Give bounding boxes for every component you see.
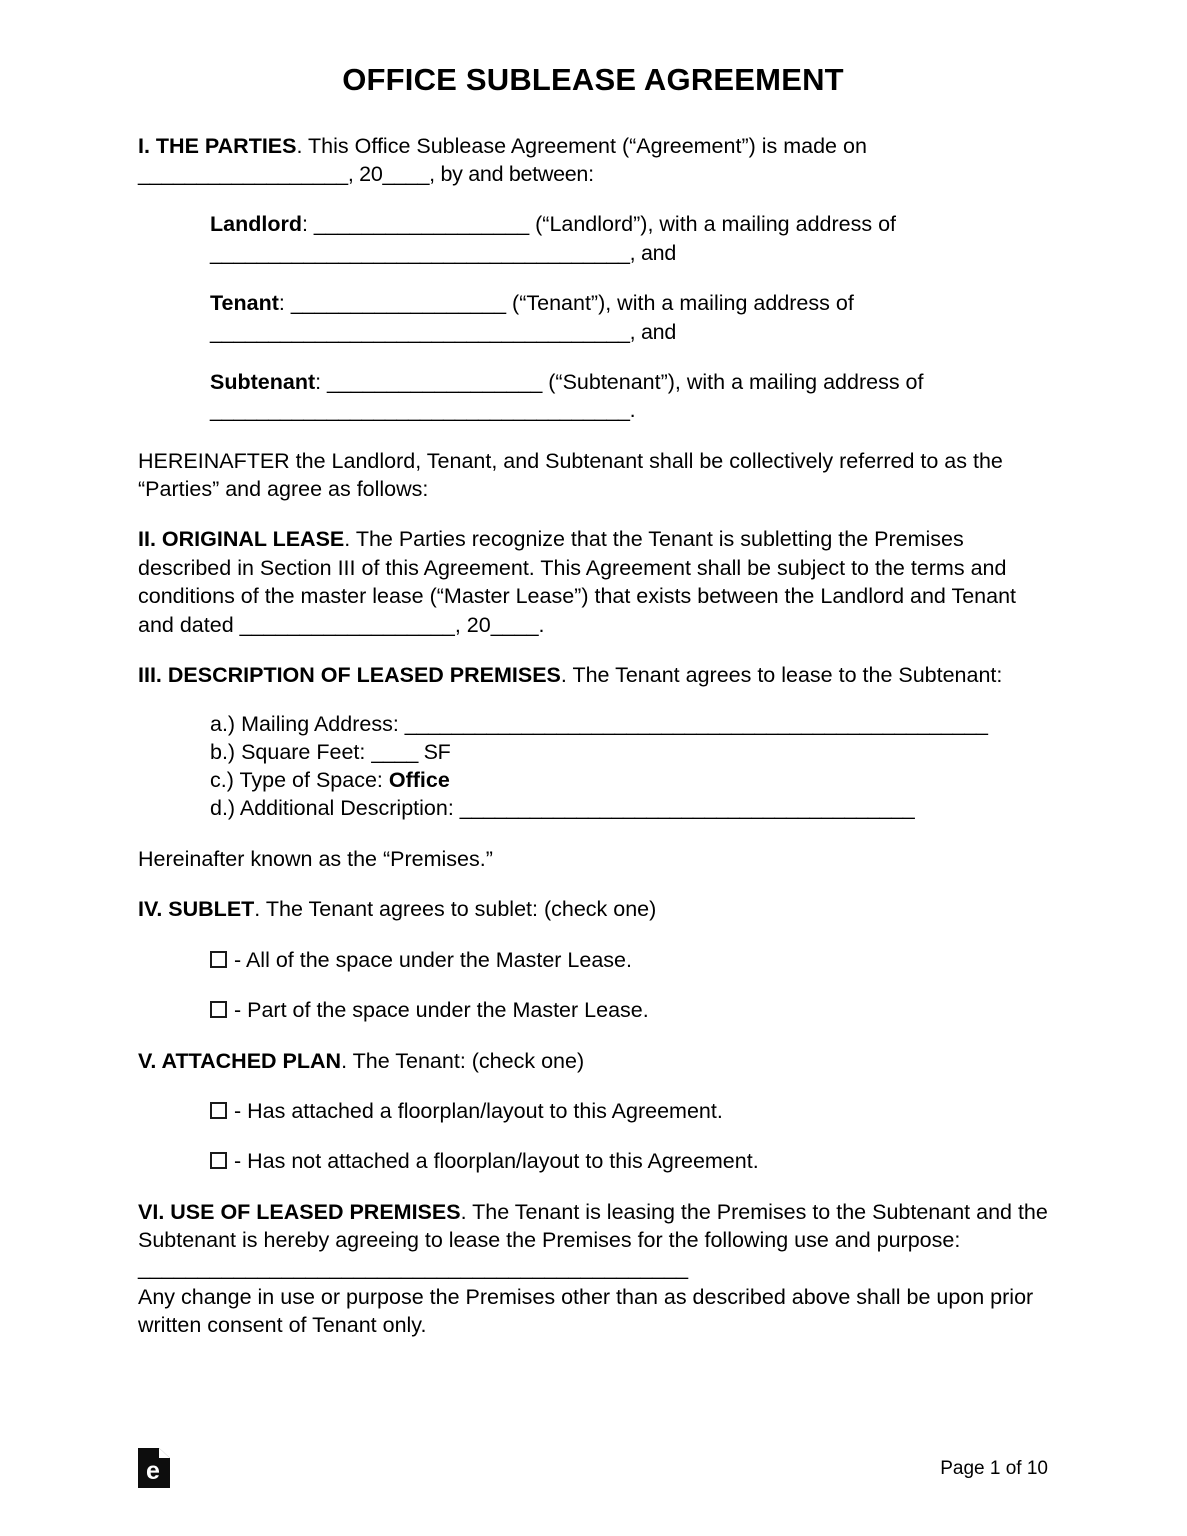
section-parties-heading: I. THE PARTIES [138, 133, 297, 158]
party-subtenant [138, 368, 1048, 425]
section-attached-plan-body: . The Tenant: (check one) [341, 1048, 585, 1073]
plan-option-attached-label: - Has attached a floorplan/layout to this Agreement. [234, 1098, 723, 1123]
list-item [210, 739, 1048, 767]
section-use-of-premises-body2: Any change in use or purpose the Premises other than as described above shall be upon prior written consent of Tenant only. [138, 1284, 1034, 1338]
page-number: Page 1 of 10 [940, 1458, 1048, 1479]
page-title: OFFICE SUBLEASE AGREEMENT [342, 62, 844, 97]
party-landlord-line1: : __________________ (“Landlord”), with a mailing address of [301, 212, 897, 237]
checkbox-icon[interactable] [210, 1102, 227, 1119]
section-attached-plan-heading: V. ATTACHED PLAN [138, 1048, 342, 1073]
sublet-option-all[interactable] [138, 946, 1048, 974]
plan-option-not-attached-label: - Has not attached a floorplan/layout to this Agreement. [234, 1149, 759, 1174]
premises-definition: Hereinafter known as the “Premises.” [138, 847, 493, 872]
party-tenant [138, 289, 1048, 346]
document-body [138, 62, 1048, 1362]
party-subtenant-role: Subtenant [210, 369, 316, 394]
section-use-of-premises-body: . The Tenant is leasing the Premises to the Subtenant and the Subtenant is hereby agreeing to lease the Premises for the following use and purpose: ______________________________________________ [138, 1199, 1048, 1281]
list-item [210, 711, 1048, 739]
section-parties-intro-line1: . This Office Sublease Agreement (“Agreement”) is made on [296, 133, 867, 158]
section-original-lease-heading: II. ORIGINAL LEASE [138, 527, 345, 552]
checkbox-icon[interactable] [210, 1001, 227, 1018]
section-parties-intro [138, 132, 1048, 189]
section-sublet-body: . The Tenant agrees to sublet: (check one) [254, 897, 657, 922]
plan-option-attached[interactable] [138, 1097, 1048, 1125]
list-item [210, 767, 1048, 795]
party-tenant-role: Tenant [210, 291, 279, 316]
plan-option-not-attached[interactable] [138, 1147, 1048, 1175]
list-item-label: d.) Additional Description: [210, 796, 460, 821]
list-item-label: c.) Type of Space: [210, 768, 389, 793]
party-tenant-line1: : __________________ (“Tenant”), with a mailing address of [278, 291, 854, 316]
party-landlord [138, 210, 1048, 267]
party-landlord-line2: ____________________________________, and [210, 240, 676, 265]
list-item-bold-value: Office [388, 768, 450, 793]
section-description-heading: III. DESCRIPTION OF LEASED PREMISES [138, 662, 561, 687]
checkbox-icon[interactable] [210, 1152, 227, 1169]
party-subtenant-line2: ____________________________________. [210, 398, 636, 423]
section-attached-plan [138, 1047, 1048, 1075]
svg-text:e: e [146, 1457, 160, 1485]
premises-detail-list [138, 711, 1048, 823]
sublet-option-part[interactable] [138, 996, 1048, 1024]
party-subtenant-line1: : __________________ (“Subtenant”), with a mailing address of [315, 369, 924, 394]
sublet-option-part-label: - Part of the space under the Master Lease. [234, 998, 649, 1023]
page-footer [138, 1448, 1048, 1508]
list-item-label: b.) Square Feet: [210, 740, 372, 765]
section-description [138, 661, 1048, 689]
checkbox-icon[interactable] [210, 951, 227, 968]
list-item [210, 795, 1048, 823]
section-use-of-premises-heading: VI. USE OF LEASED PREMISES [138, 1199, 461, 1224]
document-e-logo-icon [138, 1448, 170, 1488]
section-sublet [138, 895, 1048, 923]
list-item-value: ____ SF [371, 740, 451, 765]
list-item-value: _______________________________________ [459, 796, 915, 821]
hereinafter-paragraph: HEREINAFTER the Landlord, Tenant, and Subtenant shall be collectively referred to as the “Parties” and agree as follows: [138, 448, 1003, 502]
party-landlord-role: Landlord [210, 212, 302, 237]
section-parties-intro-line2: __________________, 20____, by and between: [138, 162, 594, 187]
list-item-label: a.) Mailing Address: [210, 712, 405, 737]
party-tenant-line2: ____________________________________, and [210, 319, 676, 344]
section-sublet-heading: IV. SUBLET [138, 897, 255, 922]
list-item-value: __________________________________________________ [404, 712, 988, 737]
section-use-of-premises [138, 1198, 1048, 1283]
section-original-lease-body: . The Parties recognize that the Tenant is subletting the Premises described in Section III of this Agreement. This Agreement shall be subject to the terms and conditions of the master lease (“Master Lease”) that exists between the Landlord and Tenant and dated __________________, 20____. [138, 527, 1017, 637]
sublet-option-all-label: - All of the space under the Master Lease. [234, 947, 632, 972]
section-original-lease [138, 525, 1048, 639]
section-description-body: . The Tenant agrees to lease to the Subtenant: [560, 662, 1003, 687]
